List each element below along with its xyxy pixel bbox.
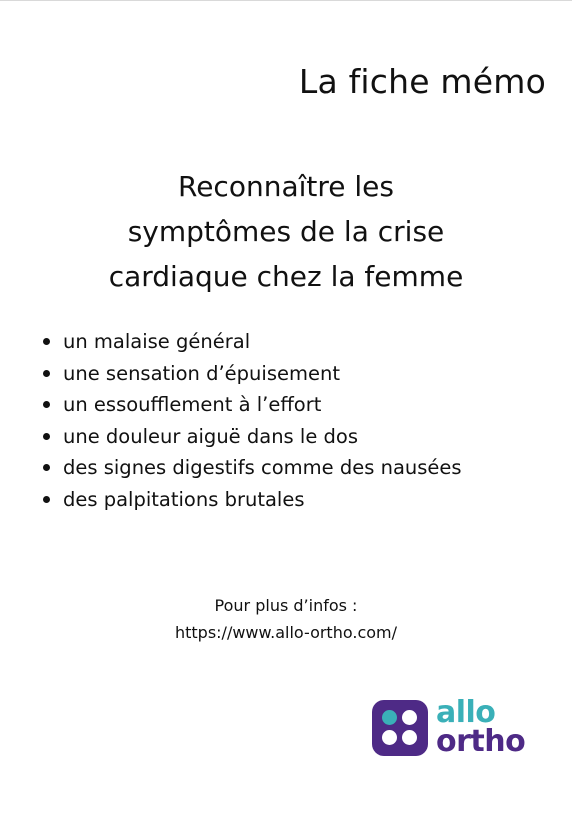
headline-line-1: Reconnaître les [178,170,394,203]
symptoms-list [41,326,462,515]
bullet-icon [43,401,50,408]
more-info-label: Pour plus d’infos : [214,596,358,615]
bullet-icon [43,496,50,503]
symptom-text: une sensation d’épuisement [63,361,340,385]
symptom-text: un malaise général [63,330,251,353]
allo-ortho-logo [372,695,552,760]
symptom-item [41,326,462,358]
bullet-icon [43,433,50,440]
headline-line-2: symptômes de la crise [127,215,445,248]
more-info-link[interactable]: https://www.allo-ortho.com/ [174,623,397,642]
headline [40,164,532,299]
symptom-item [41,358,462,390]
symptom-item [41,452,462,484]
bullet-icon [43,338,50,345]
symptom-text: des signes digestifs comme des nausées [63,456,462,479]
symptom-text: une douleur aiguë dans le dos [63,424,358,448]
symptom-text: un essoufflement à l’effort [63,393,322,416]
headline-line-3: cardiaque chez la femme [108,260,464,293]
symptom-text: des palpitations brutales [63,487,305,511]
logo-word-ortho: ortho [436,724,526,759]
page-title: La fiche mémo [298,62,546,101]
more-info-block [0,592,572,646]
symptom-item [41,389,462,421]
bullet-icon [43,464,50,471]
symptom-item [41,484,462,516]
bullet-icon [43,370,50,377]
page-top-border [0,0,572,1]
four-dots-logo-icon [372,700,428,756]
symptom-item [41,421,462,453]
logo-word-allo: allo [436,695,496,730]
